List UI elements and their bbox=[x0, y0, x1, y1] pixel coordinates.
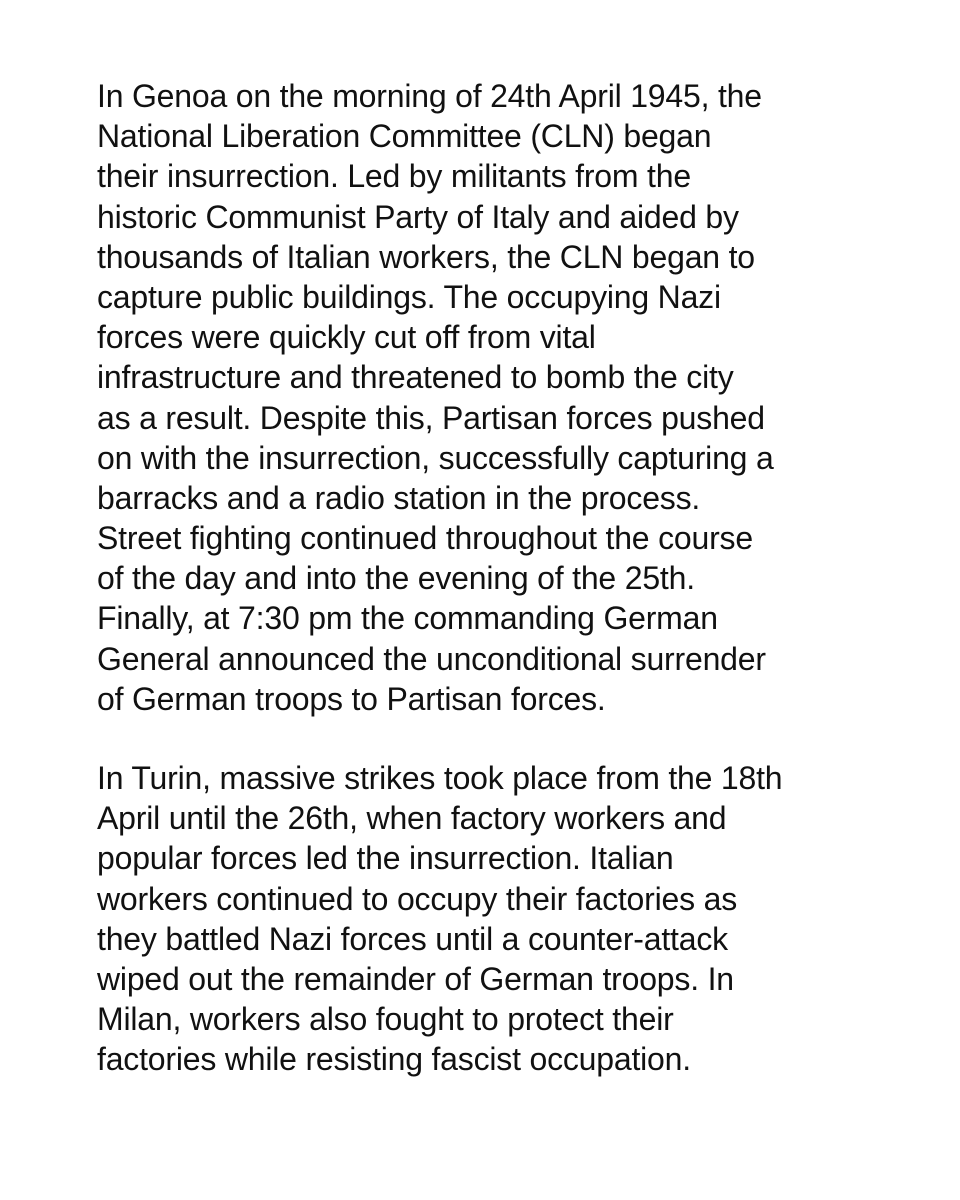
text-line: In Turin, massive strikes took place from the 18th bbox=[97, 760, 783, 796]
text-line: barracks and a radio station in the process. bbox=[97, 479, 701, 516]
text-line: Street fighting continued throughout the course bbox=[97, 520, 753, 557]
text-line: capture public buildings. The occupying Nazi bbox=[97, 278, 721, 315]
text-line: Finally, at 7:30 pm the commanding German bbox=[97, 600, 718, 637]
text-line: thousands of Italian workers, the CLN began to bbox=[97, 238, 755, 275]
text-line: Milan, workers also fought to protect their bbox=[97, 1001, 674, 1038]
text-line: National Liberation Committee (CLN) began bbox=[97, 118, 712, 155]
paragraph-turin-milan bbox=[97, 758, 897, 1080]
text-line: of German troops to Partisan forces. bbox=[97, 680, 606, 717]
text-line: workers continued to occupy their factories as bbox=[97, 880, 738, 917]
text-line: of the day and into the evening of the 25th. bbox=[97, 560, 695, 597]
text-line: infrastructure and threatened to bomb the city bbox=[97, 359, 734, 396]
text-line: they battled Nazi forces until a counter-attack bbox=[97, 920, 728, 957]
paragraph-genoa bbox=[97, 76, 897, 719]
text-line: historic Communist Party of Italy and aided by bbox=[97, 198, 739, 235]
text-line: on with the insurrection, successfully capturing a bbox=[97, 439, 774, 476]
text-line: popular forces led the insurrection. Italian bbox=[97, 840, 674, 877]
text-line: In Genoa on the morning of 24th April 1945, the bbox=[97, 78, 762, 114]
text-line: as a result. Despite this, Partisan forces pushed bbox=[97, 399, 765, 436]
text-line: forces were quickly cut off from vital bbox=[97, 319, 596, 356]
text-line: their insurrection. Led by militants from the bbox=[97, 158, 691, 195]
text-line: General announced the unconditional surrender bbox=[97, 640, 766, 677]
text-line: April until the 26th, when factory workers and bbox=[97, 800, 727, 837]
text-line: wiped out the remainder of German troops. In bbox=[97, 960, 734, 997]
text-line: factories while resisting fascist occupation. bbox=[97, 1041, 691, 1078]
